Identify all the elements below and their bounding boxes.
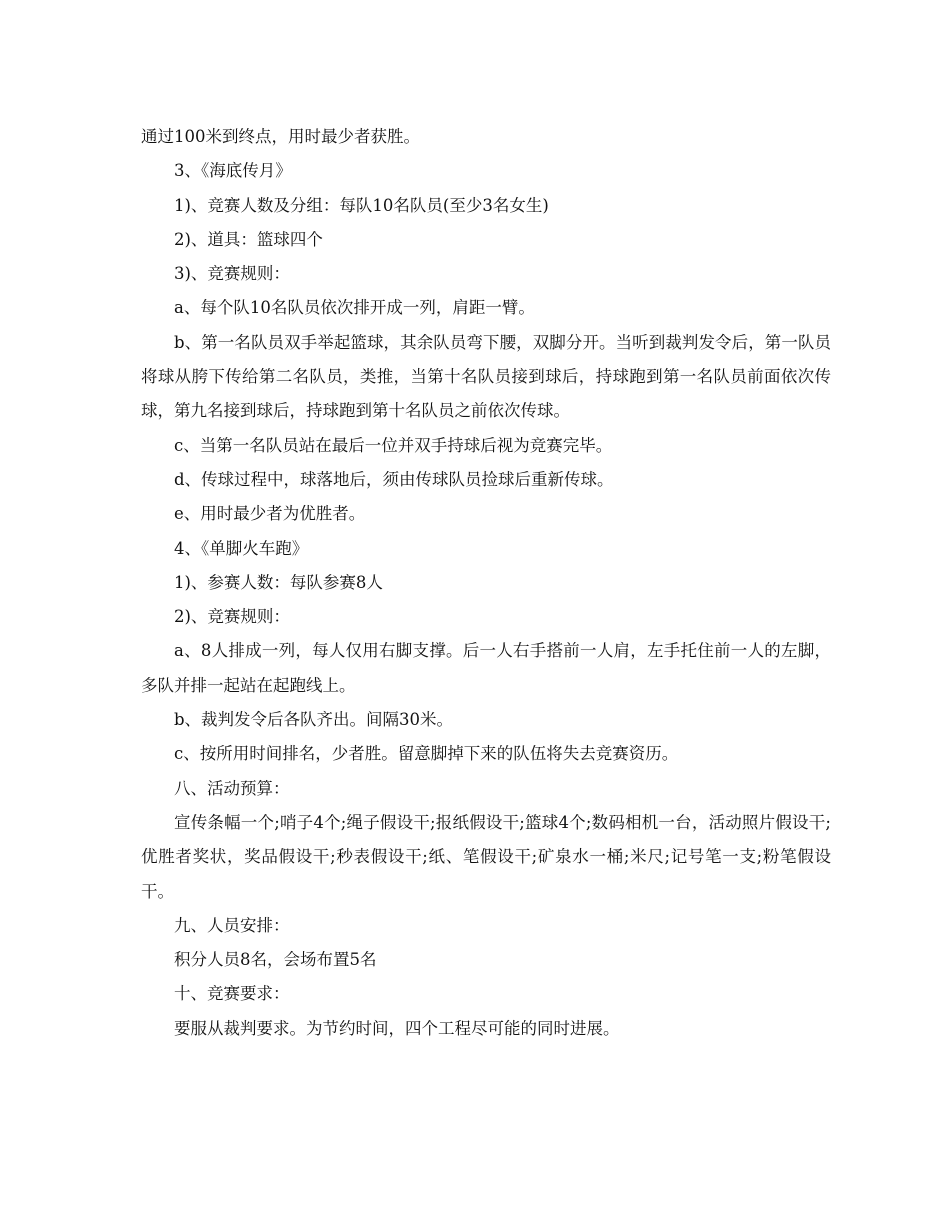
paragraph: a、每个队10名队员依次排开成一列，肩距一臂。 [174, 298, 535, 318]
paragraph-continuation: 通过100米到终点，用时最少者获胜。 [141, 127, 420, 146]
paragraph: 宣传条幅一个;哨子4个;绳子假设干;报纸假设干;篮球4个;数码相机一台，活动照片假设干;优胜者奖状，奖品假设干;秒表假设干;纸、笔假设干;矿泉水一桶;米尺;记号笔一支;粉笔假设干。 [141, 812, 831, 901]
paragraph: c、按所用时间排名，少者胜。留意脚掉下来的队伍将失去竞赛资历。 [174, 744, 679, 764]
section-heading-4: 4、《单脚火车跑》 [174, 538, 309, 558]
paragraph: d、传球过程中，球落地后，须由传球队员捡球后重新传球。 [174, 469, 614, 489]
section-heading-staffing: 九、人员安排： [174, 915, 290, 935]
section-heading-3: 3、《海底传月》 [174, 161, 292, 181]
paragraph: 3)、竞赛规则： [174, 264, 290, 284]
section-heading-requirements: 十、竞赛要求： [174, 984, 290, 1004]
paragraph: a、8人排成一列，每人仅用右脚支撑。后一人右手搭前一人肩，左手托住前一人的左脚，多队并排一起站在起跑线上。 [141, 641, 831, 695]
paragraph: 1)、竞赛人数及分组：每队10名队员(至少3名女生) [174, 195, 549, 215]
paragraph: e、用时最少者为优胜者。 [174, 504, 366, 524]
paragraph: c、当第一名队员站在最后一位并双手持球后视为竞赛完毕。 [174, 435, 613, 455]
paragraph: 2)、竞赛规则： [174, 607, 290, 627]
paragraph: 要服从裁判要求。为节约时间，四个工程尽可能的同时进展。 [174, 1018, 620, 1038]
paragraph: b、第一名队员双手举起篮球，其余队员弯下腰，双脚分开。当听到裁判发令后，第一队员将球从胯下传给第二名队员，类推，当第十名队员接到球后，持球跑到第一名队员前面依次传球，第九名接到球后，持球跑到第十名队员之前依次传球。 [141, 332, 831, 421]
paragraph: 1)、参赛人数：每队参赛8人 [174, 572, 383, 592]
paragraph: b、裁判发令后各队齐出。间隔30米。 [174, 710, 454, 730]
section-heading-budget: 八、活动预算： [174, 778, 290, 798]
document-body [141, 120, 831, 1046]
paragraph: 积分人员8名，会场布置5名 [174, 950, 377, 970]
paragraph: 2)、道具：篮球四个 [174, 229, 323, 249]
